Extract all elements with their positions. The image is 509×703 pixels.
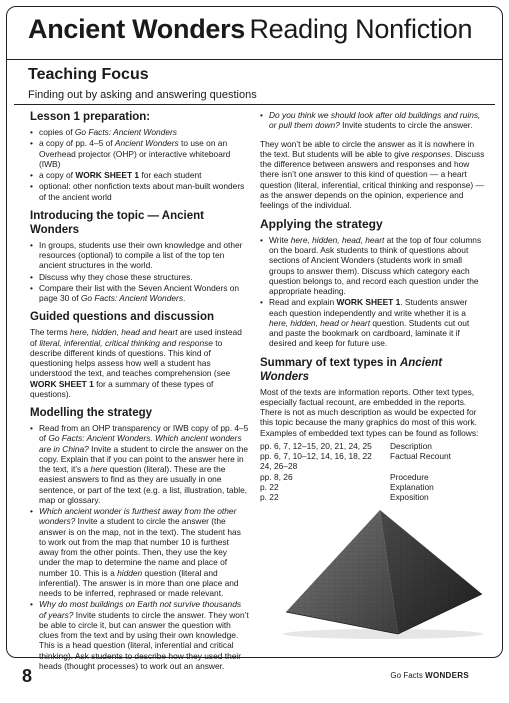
list-item: • Read and explain WORK SHEET 1. Students answer each question independently and write whether it is a here, hidden, head or heart question. Students cut out and paste the bookmark on cardboard, laminate it if desired and keep for future use. xyxy=(260,297,485,348)
list-item: • Write here, hidden, head, heart at the top of four columns on the board. Ask students to think of questions about sections of Ancient Wonders (students work in small groups to answer them). Discuss which category each question belongs to, and record each question under the appropriate heading. xyxy=(260,235,485,297)
summary-heading: Summary of text types in Ancient Wonders xyxy=(260,356,443,383)
lesson1-list xyxy=(30,127,250,202)
teaching-focus-title: Teaching Focus xyxy=(28,66,149,83)
teaching-focus xyxy=(28,66,483,101)
list-item: • a copy of pp. 4–5 of Ancient Wonders to use on an Overhead projector (OHP) or interactive whiteboard (IWB) xyxy=(30,138,250,169)
table-row: 24, 26–28 xyxy=(260,461,298,472)
heart-question-list xyxy=(260,110,485,131)
modelling-heading: Modelling the strategy xyxy=(30,407,153,420)
series-prefix: Go Facts xyxy=(390,671,423,680)
intro-heading: Introducing the topic — Ancient Wonders xyxy=(30,209,204,236)
guided-paragraph: The terms here, hidden, head and heart are used instead of literal, inferential, critical thinking and response to describe different kinds of questions. This kind of questioning helps assess how well a student has understood the text, and teaches comprehension (see WORK SHEET 1 for a summary of these types of questions). xyxy=(30,327,242,399)
page-title-bold: Ancient Wonders xyxy=(28,14,246,44)
focus-divider xyxy=(14,104,495,105)
page-number: 8 xyxy=(22,666,33,686)
list-item: • Discuss why they chose these structures. xyxy=(30,272,250,282)
teaching-focus-text: Finding out by asking and answering questions xyxy=(28,89,257,101)
list-item: • In groups, students use their own knowledge and other resources (optional) to compile a list of the top ten ancient structures in the world. xyxy=(30,240,250,271)
right-column xyxy=(260,110,485,502)
modelling-list xyxy=(30,423,250,671)
table-row: pp. 6, 7, 10–12, 14, 16, 18, 22 Factual Recount xyxy=(260,451,451,462)
text-types-table xyxy=(260,441,485,503)
left-column xyxy=(30,110,250,672)
list-item: • copies of Go Facts: Ancient Wonders xyxy=(30,127,250,137)
summary-paragraph: Most of the texts are information reports. Other text types, especially factual recount, are embedded in the reports. There is not as much description as would be expected for this topic because the many graphics do most of this work. Examples of embedded text types can be found as follows: xyxy=(260,386,479,438)
table-row: pp. 6, 7, 12–15, 20, 21, 24, 25 Description xyxy=(260,440,432,451)
table-row: p. 22 Explanation xyxy=(260,481,434,492)
lesson1-heading: Lesson 1 preparation: xyxy=(30,111,151,123)
applying-heading: Applying the strategy xyxy=(260,217,383,232)
series-label xyxy=(390,671,469,680)
pyramid-image xyxy=(278,508,488,640)
guided-heading: Guided questions and discussion xyxy=(30,311,215,324)
applying-list xyxy=(260,235,485,349)
table-row: p. 22 Exposition xyxy=(260,492,429,503)
series-brand: WONDERS xyxy=(425,671,469,680)
list-item: • Why do most buildings on Earth not survive thousands of years? Invite students to circle the answer. They won’t be able to circle it, but can answer the question with clues from the text and by using their own knowledge. This is a head question (literal, inferential and critical thinking). Ask students to describe how they used their heads (thought processes) to work out an answer. xyxy=(30,599,250,671)
list-item: • optional: other nonfiction texts about man-built wonders of the ancient world xyxy=(30,181,250,202)
list-item: • Do you think we should look after old buildings and ruins, or pull them down? Invite students to circle the answer. xyxy=(260,110,485,131)
list-item: • a copy of WORK SHEET 1 for each student xyxy=(30,170,250,180)
page-title-light: Reading Nonfiction xyxy=(249,14,473,44)
list-item: • Compare their list with the Seven Ancient Wonders on page 30 of Go Facts: Ancient Wonders. xyxy=(30,283,250,304)
table-row: pp. 8, 26 Procedure xyxy=(260,471,429,482)
list-item: • Read from an OHP transparency or IWB copy of pp. 4–5 of Go Facts: Ancient Wonders. Which ancient wonders are in China? Invite a student to circle the answer on the copy. Explain that if you can point to the answer here in the text, it’s a here question (literal). These are the easiest answers to find as they are usually in one sentence, or part of the text (e.g. a list, illustration, table, map or glossary. xyxy=(30,423,250,505)
heart-question-paragraph: They won’t be able to circle the answer as it is nowhere in the text. But students will be able to give responses. Discuss the difference between answers and responses and how there isn’t one answer to this kind of question — a heart question (literal, inferential, critical thinking and response) — as the answer depends on the opinion, experience and feelings of the individual. xyxy=(260,138,485,210)
intro-list xyxy=(30,240,250,304)
list-item: • Which ancient wonder is furthest away from the other wonders? Invite a student to circle the answer (the answer is on the map, not in the text). The student has to work out from the map that number 10 is furthest away from the other points. Then, they use the key under the map to determine the name and place of number 10. This is a hidden question (literal and inferential). The answer is in more than one place and needs to be inferred, rephrased or made relevant. xyxy=(30,506,250,598)
title-bar xyxy=(6,6,503,60)
